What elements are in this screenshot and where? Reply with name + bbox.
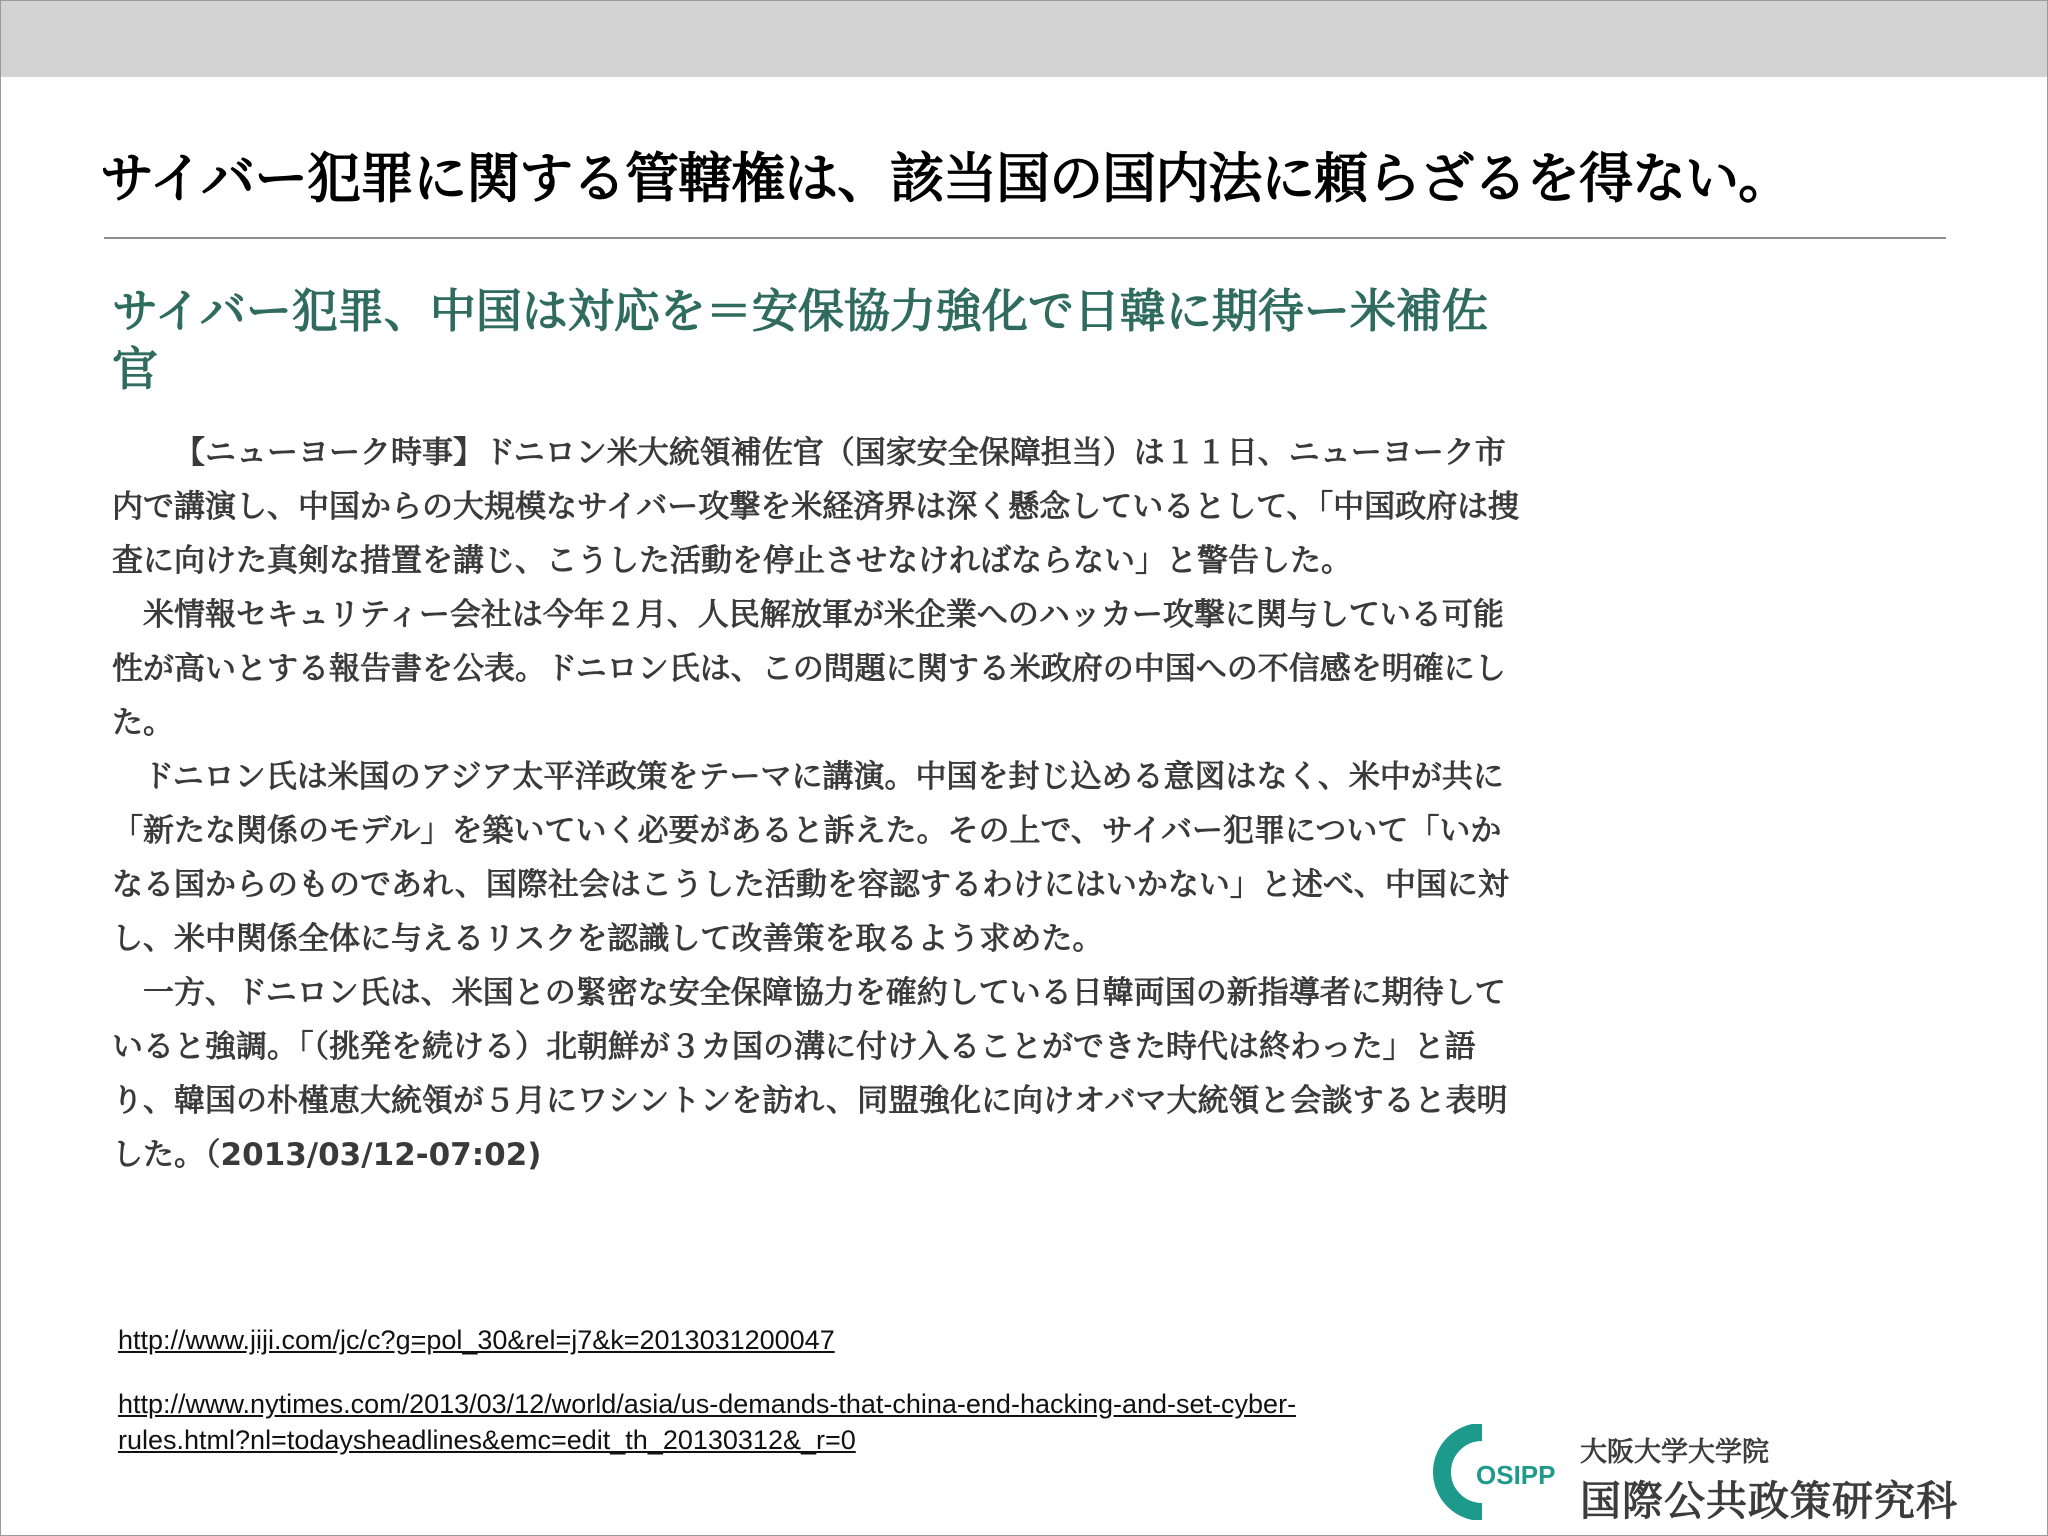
article-paragraph-2: 米情報セキュリティー会社は今年２月、人民解放軍が米企業へのハッカー攻撃に関与している可能性が高いとする報告書を公表。ドニロン氏は、この問題に関する米政府の中国への不信感を明確にした。 xyxy=(112,597,1506,741)
article-paragraph-4: 一方、ドニロン氏は、米国との緊密な安全保障協力を確約している日韓両国の新指導者に期待していると強調。「（挑発を続ける）北朝鮮が３カ国の溝に付け入ることができた時代は終わった」と語り、韓国の朴槿恵大統領が５月にワシントンを訪れ、同盟強化に向けオバマ大統領と会談すると表明した。（2013/03/12-07:02) xyxy=(112,975,1508,1173)
top-bar xyxy=(1,1,2047,77)
article-paragraph-1: 【ニューヨーク時事】ドニロン米大統領補佐官（国家安全保障担当）は１１日、ニューヨーク市内で講演し、中国からの大規模なサイバー攻撃を米経済界は深く懸念しているとして、「中国政府は捜査に向けた真剣な措置を講じ、こうした活動を停止させなければならない」と警告した。 xyxy=(112,435,1520,579)
logo-school-name: 国際公共政策研究科 xyxy=(1580,1477,1958,1525)
clipping-article xyxy=(112,426,1532,1182)
jiji-source-link[interactable]: http://www.jiji.com/jc/c?g=pol_30&rel=j7&k=2013031200047 xyxy=(118,1325,835,1355)
osipp-logo-icon xyxy=(1420,1424,1560,1520)
news-clipping xyxy=(100,262,1540,1282)
osipp-mark-text: OSIPP xyxy=(1476,1460,1556,1490)
article-paragraph-3: ドニロン氏は米国のアジア太平洋政策をテーマに講演。中国を封じ込める意図はなく、米中が共に「新たな関係のモデル」を築いていく必要があると訴えた。その上で、サイバー犯罪について「いかなる国からのものであれ、国際社会はこうした活動を容認するわけにはいかない」と述べ、中国に対し、米中関係全体に与えるリスクを認識して改善策を取るよう求めた。 xyxy=(112,759,1509,957)
slide-title: サイバー犯罪に関する管轄権は、該当国の国内法に頼らざるを得ない。 xyxy=(100,147,1792,210)
clipping-headline: サイバー犯罪、中国は対応を＝安保協力強化で日韓に期待ー米補佐官 xyxy=(112,284,1488,396)
nytimes-source-link[interactable]: http://www.nytimes.com/2013/03/12/world/asia/us-demands-that-china-end-hacking-and-set-cyber-rules.html?nl=todaysheadlines&emc=edit_th_20130312&_r=0 xyxy=(118,1389,1297,1455)
title-divider xyxy=(104,237,1946,239)
osipp-logo xyxy=(1420,1424,1990,1525)
logo-university-name: 大阪大学大学院 xyxy=(1580,1437,1769,1468)
